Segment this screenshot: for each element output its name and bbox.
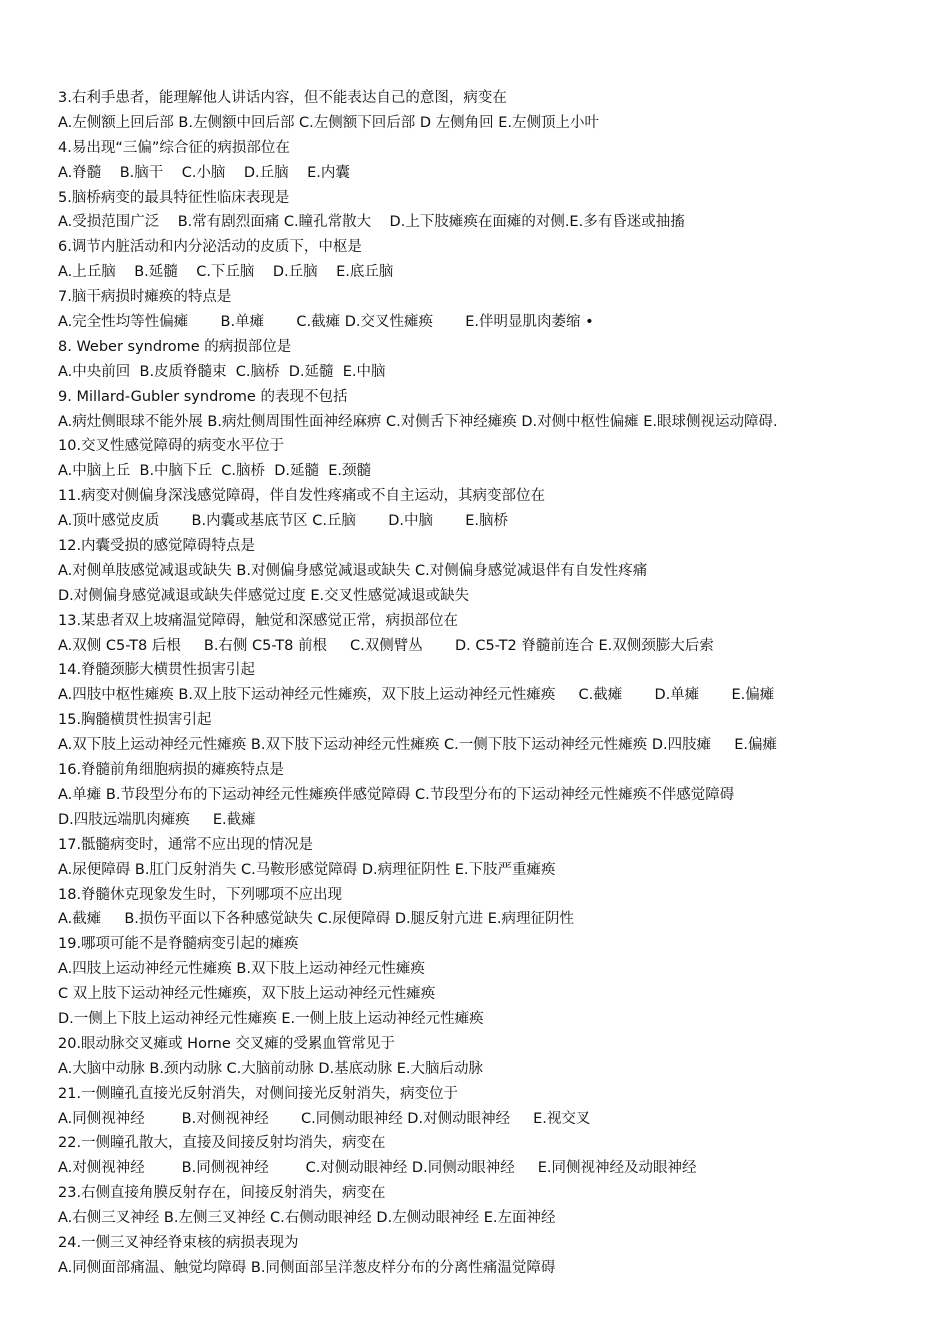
options-22: A.对侧视神经 B.同侧视神经 C.对侧动眼神经 D.同侧动眼神经 E.同侧视神经及动眼神经	[58, 1160, 697, 1177]
question-23: 23.右侧直接角膜反射存在，间接反射消失，病变在	[58, 1185, 386, 1202]
question-17: 17.骶髓病变时，通常不应出现的情况是	[58, 836, 314, 853]
question-7: 7.脑干病损时瘫痪的特点是	[58, 289, 232, 306]
options-19a: A.四肢上运动神经元性瘫痪 B.双下肢上运动神经元性瘫痪	[58, 961, 425, 978]
question-6: 6.调节内脏活动和内分泌活动的皮质下，中枢是	[58, 239, 362, 256]
document-page	[58, 86, 938, 1281]
options-7: A.完全性均等性偏瘫 B.单瘫 C.截瘫 D.交叉性瘫痪 E.伴明显肌肉萎缩 •	[58, 314, 594, 331]
question-5: 5.脑桥病变的最具特征性临床表现是	[58, 189, 290, 206]
question-21: 21.一侧瞳孔直接光反射消失，对侧间接光反射消失，病变位于	[58, 1085, 459, 1102]
options-8: A.中央前回 B.皮质脊髓束 C.脑桥 D.延髓 E.中脑	[58, 363, 386, 380]
question-12: 12.内囊受损的感觉障碍特点是	[58, 538, 256, 555]
options-24: A.同侧面部痛温、触觉均障碍 B.同侧面部呈洋葱皮样分布的分离性痛温觉障碍	[58, 1259, 556, 1276]
options-10: A.中脑上丘 B.中脑下丘 C.脑桥 D.延髓 E.颈髓	[58, 463, 371, 480]
question-15: 15.胸髓横贯性损害引起	[58, 712, 212, 729]
options-15: A.双下肢上运动神经元性瘫痪 B.双下肢下运动神经元性瘫痪 C.一侧下肢下运动神经元性瘫痪 D.四肢瘫 E.偏瘫	[58, 737, 777, 754]
question-8: 8. Weber syndrome 的病损部位是	[58, 338, 292, 355]
options-5: A.受损范围广泛 B.常有剧烈面痛 C.瞳孔常散大 D.上下肢瘫痪在面瘫的对侧.E.多有昏迷或抽搐	[58, 214, 685, 231]
options-19c: D.一侧上下肢上运动神经元性瘫痪 E.一侧上肢上运动神经元性瘫痪	[58, 1010, 484, 1027]
question-24: 24.一侧三叉神经脊束核的病损表现为	[58, 1234, 299, 1251]
question-4: 4.易出现“三偏”综合征的病损部位在	[58, 139, 290, 156]
question-13: 13.某患者双上坡痛温觉障碍，触觉和深感觉正常，病损部位在	[58, 612, 459, 629]
question-14: 14.脊髓颈膨大横贯性损害引起	[58, 662, 256, 679]
options-19b: C 双上肢下运动神经元性瘫痪，双下肢上运动神经元性瘫痪	[58, 986, 436, 1003]
options-23: A.右侧三叉神经 B.左侧三叉神经 C.右侧动眼神经 D.左侧动眼神经 E.左面神经	[58, 1210, 556, 1227]
options-13: A.双侧 C5-T8 后根 B.右侧 C5-T8 前根 C.双侧臂丛 D. C5-T2 脊髓前连合 E.双侧颈膨大后索	[58, 637, 714, 654]
options-6: A.上丘脑 B.延髓 C.下丘脑 D.丘脑 E.底丘脑	[58, 264, 394, 281]
options-4: A.脊髓 B.脑干 C.小脑 D.丘脑 E.内囊	[58, 164, 350, 181]
options-16a: A.单瘫 B.节段型分布的下运动神经元性瘫痪伴感觉障碍 C.节段型分布的下运动神经元性瘫痪不伴感觉障碍	[58, 786, 735, 803]
question-9: 9. Millard-Gubler syndrome 的表现不包括	[58, 388, 348, 405]
question-22: 22.一侧瞳孔散大，直接及间接反射均消失，病变在	[58, 1135, 386, 1152]
question-3: 3.右利手患者，能理解他人讲话内容，但不能表达自己的意图，病变在	[58, 90, 507, 106]
question-11: 11.病变对侧偏身深浅感觉障碍，伴自发性疼痛或不自主运动，其病变部位在	[58, 488, 546, 505]
options-3: A.左侧额上回后部 B.左侧额中回后部 C.左侧额下回后部 D 左侧角回 E.左侧顶上小叶	[58, 114, 600, 131]
question-19: 19.哪项可能不是脊髓病变引起的瘫痪	[58, 936, 299, 953]
question-18: 18.脊髓休克现象发生时，下列哪项不应出现	[58, 886, 343, 903]
options-12b: D.对侧偏身感觉减退或缺失伴感觉过度 E.交叉性感觉减退或缺失	[58, 587, 470, 604]
question-16: 16.脊髓前角细胞病损的瘫痪特点是	[58, 762, 285, 779]
options-12a: A.对侧单肢感觉减退或缺失 B.对侧偏身感觉减退或缺失 C.对侧偏身感觉减退伴有自发性疼痛	[58, 562, 648, 579]
options-21: A.同侧视神经 B.对侧视神经 C.同侧动眼神经 D.对侧动眼神经 E.视交叉	[58, 1110, 591, 1127]
options-18: A.截瘫 B.损伤平面以下各种感觉缺失 C.尿便障碍 D.腿反射亢进 E.病理征阴性	[58, 911, 574, 928]
question-10: 10.交叉性感觉障碍的病变水平位于	[58, 438, 285, 455]
options-16b: D.四肢远端肌肉瘫痪 E.截瘫	[58, 811, 256, 828]
question-20: 20.眼动脉交叉瘫或 Horne 交叉瘫的受累血管常见于	[58, 1035, 395, 1052]
options-14: A.四肢中枢性瘫痪 B.双上肢下运动神经元性瘫痪，双下肢上运动神经元性瘫痪 C.截瘫 D.单瘫 E.偏瘫	[58, 687, 775, 704]
options-17: A.尿便障碍 B.肛门反射消失 C.马鞍形感觉障碍 D.病理征阴性 E.下肢严重瘫痪	[58, 861, 556, 878]
options-11: A.顶叶感觉皮质 B.内囊或基底节区 C.丘脑 D.中脑 E.脑桥	[58, 513, 509, 530]
options-9: A.病灶侧眼球不能外展 B.病灶侧周围性面神经麻痹 C.对侧舌下神经瘫痪 D.对侧中枢性偏瘫 E.眼球侧视运动障碍.	[58, 413, 778, 430]
options-20: A.大脑中动脉 B.颈内动脉 C.大脑前动脉 D.基底动脉 E.大脑后动脉	[58, 1060, 484, 1077]
